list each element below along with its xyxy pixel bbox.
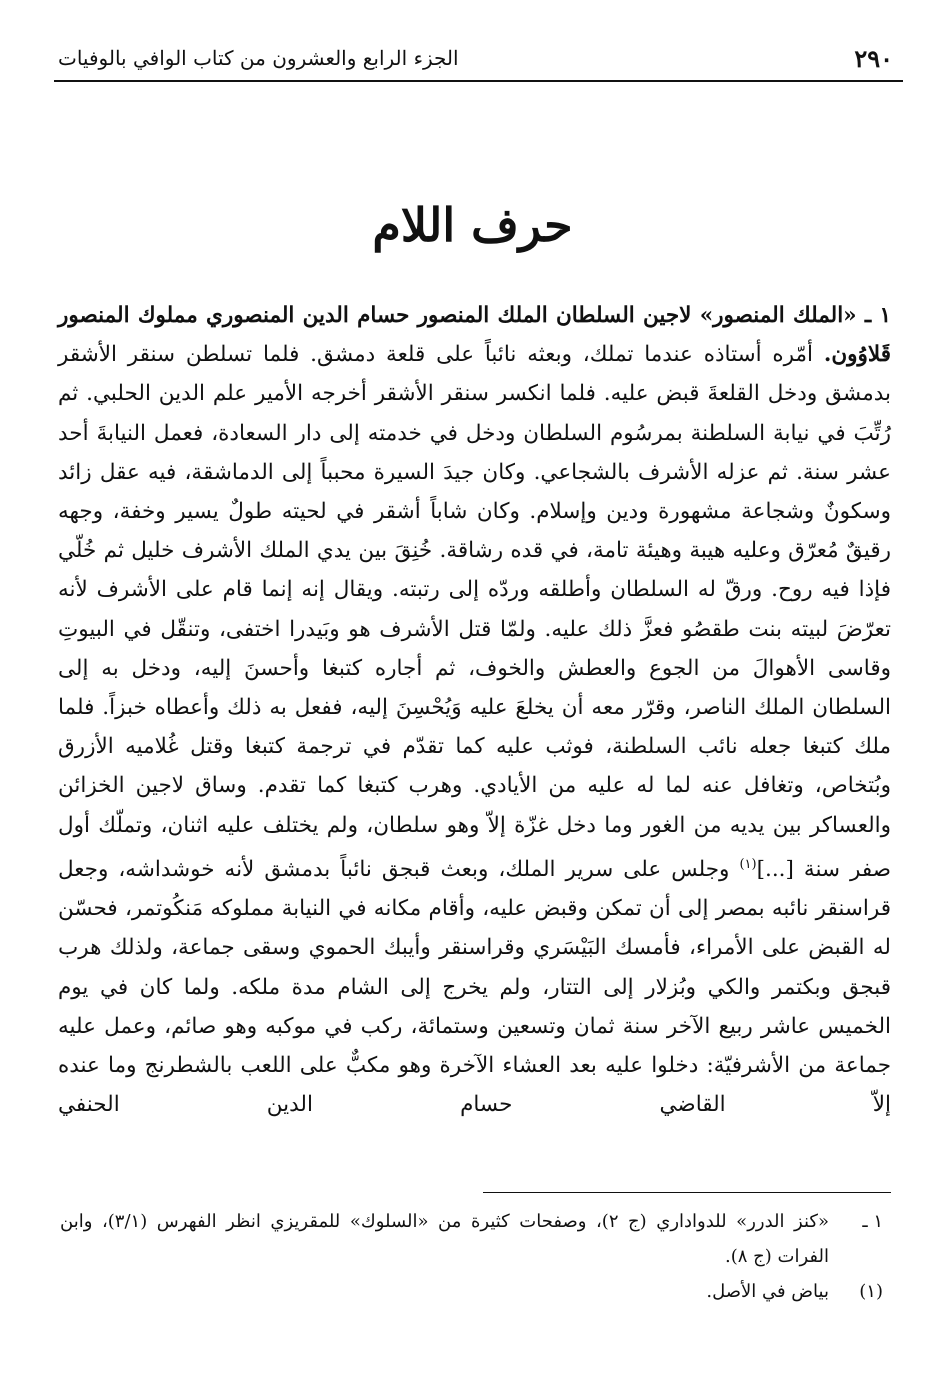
footnotes [60,1204,891,1309]
entry-text-part-1: أمّره أستاذه عندما تملك، وبعثه نائباً على قلعة دمشق. فلما تسلطن سنقر الأشقر بدمشق ودخل القلعةَ قبض عليه. فلما انكسر سنقر الأشقر أخرجه الأمير علم الدين الحلبي. ثم رُتِّبَ في نيابة السلطنة بمرسُوم السلطان ودخل في خدمته إلى دار السعادة، فعمل النيابةَ أحد عشر سنة. ثم عزله الأشرف بالشجاعي. وكان جيدَ السيرة محبباً إلى الدماشقة، فيه عقل زائد وسكونٌ وشجاعة مشهورة ودين وإسلام. وكان شاباً أشقر في لحيته طولٌ يسير وخفة، وجهه رقيقٌ مُعرّق وعليه هيبة وهيئة تامة، في قده رشاقة. خُنِقَ بين يدي الملك الأشرف خليل ثم خُلّي فإذا فيه روح. ورقّ له السلطان وأطلقه وردّه إلى رتبته. ويقال إنه إنما قام على الأشرف لأنه تعرّضَ لبيته بنت طقصُو فعزَّ ذلك عليه. ولمّا قتل الأشرف هو وبَيدرا اختفى، وتنقّل في البيوتِ وقاسى الأهوالَ من الجوع والعطش والخوف، ثم أجاره كتبغا وأحسنَ إليه، ودخل به إلى السلطان الملك الناصر، وقرّر معه أن يخلعَ عليه وَيُحْسِنَ إليه، ففعل به ذلك وأعطاه خبزاً. فلما ملك كتبغا جعله نائب السلطنة، فوثب عليه كما تقدّم في ترجمة كتبغا وقتل غُلاميه الأزرق وبُتخاص، وتغافل عنه لما له عليه من الأيادي. وهرب كتبغا كما تقدم. وساق لاجين الخزائن والعساكر بين يديه من الغور وما دخل غزّة إلاّ وهو سلطان، ولم يختلف عليه اثنان، وتملّك أول صفر سنة [...] [58,342,891,882]
footnote-reference: (١) [739,856,757,872]
entry-paragraph [58,296,891,1124]
chapter-title: حرف اللام [372,198,573,252]
footnote-text: «كنز الدرر» للدواداري (ج ٢)، وصفحات كثيرة من «السلوك» للمقريزي انظر الفهرس (٣/١)، وابن الفرات (ج ٨). [60,1211,830,1267]
footnote-marker: (١) [859,1281,883,1302]
footnote-item [60,1274,891,1309]
running-header [54,40,903,82]
entry-body [58,296,891,1124]
entry-text-part-2: وجلس على سرير الملك، وبعث قبجق نائباً بدمشق لأنه خوشداشه، وجعل قراسنقر نائبه بمصر إلى أن تمكن وقبض عليه، وأقام مكانه في النيابة مملوكه مَنكُوتمر، فحسّن له القبض على الأمراء، فأمسك البَيْسَري وقراسنقر وأيبك الحموي وسقى جماعة، ولذلك هرب قبجق وبكتمر والكي وبُزلار إلى التتار، ولم يخرج إلى الشام مدة ملكه. ولما كان في يوم الخميس عاشر ربيع الآخر سنة ثمان وتسعين وستمائة، ركب في موكبه وهو صائم، وعمل عليه جماعة من الأشرفيّة: دخلوا عليه بعد العشاء الآخرة وهو مكبٌّ على اللعب بالشطرنج وما عنده إلاّ القاضي حسام الدين الحنفي [58,857,891,1118]
running-title: الجزء الرابع والعشرون من كتاب الوافي بالوفيات [58,46,459,70]
page-number: ٢٩٠ [854,44,893,73]
footnote-text: بياض في الأصل. [706,1281,829,1302]
footnote-marker: ١ ـ [862,1211,883,1232]
entry-heading: ١ ـ «الملك المنصور» لاجين السلطان الملك المنصور حسام الدين المنصوري مملوك المنصور قَلاوُون. [58,303,891,368]
footnote-item [60,1204,891,1274]
footnote-divider [483,1192,891,1193]
